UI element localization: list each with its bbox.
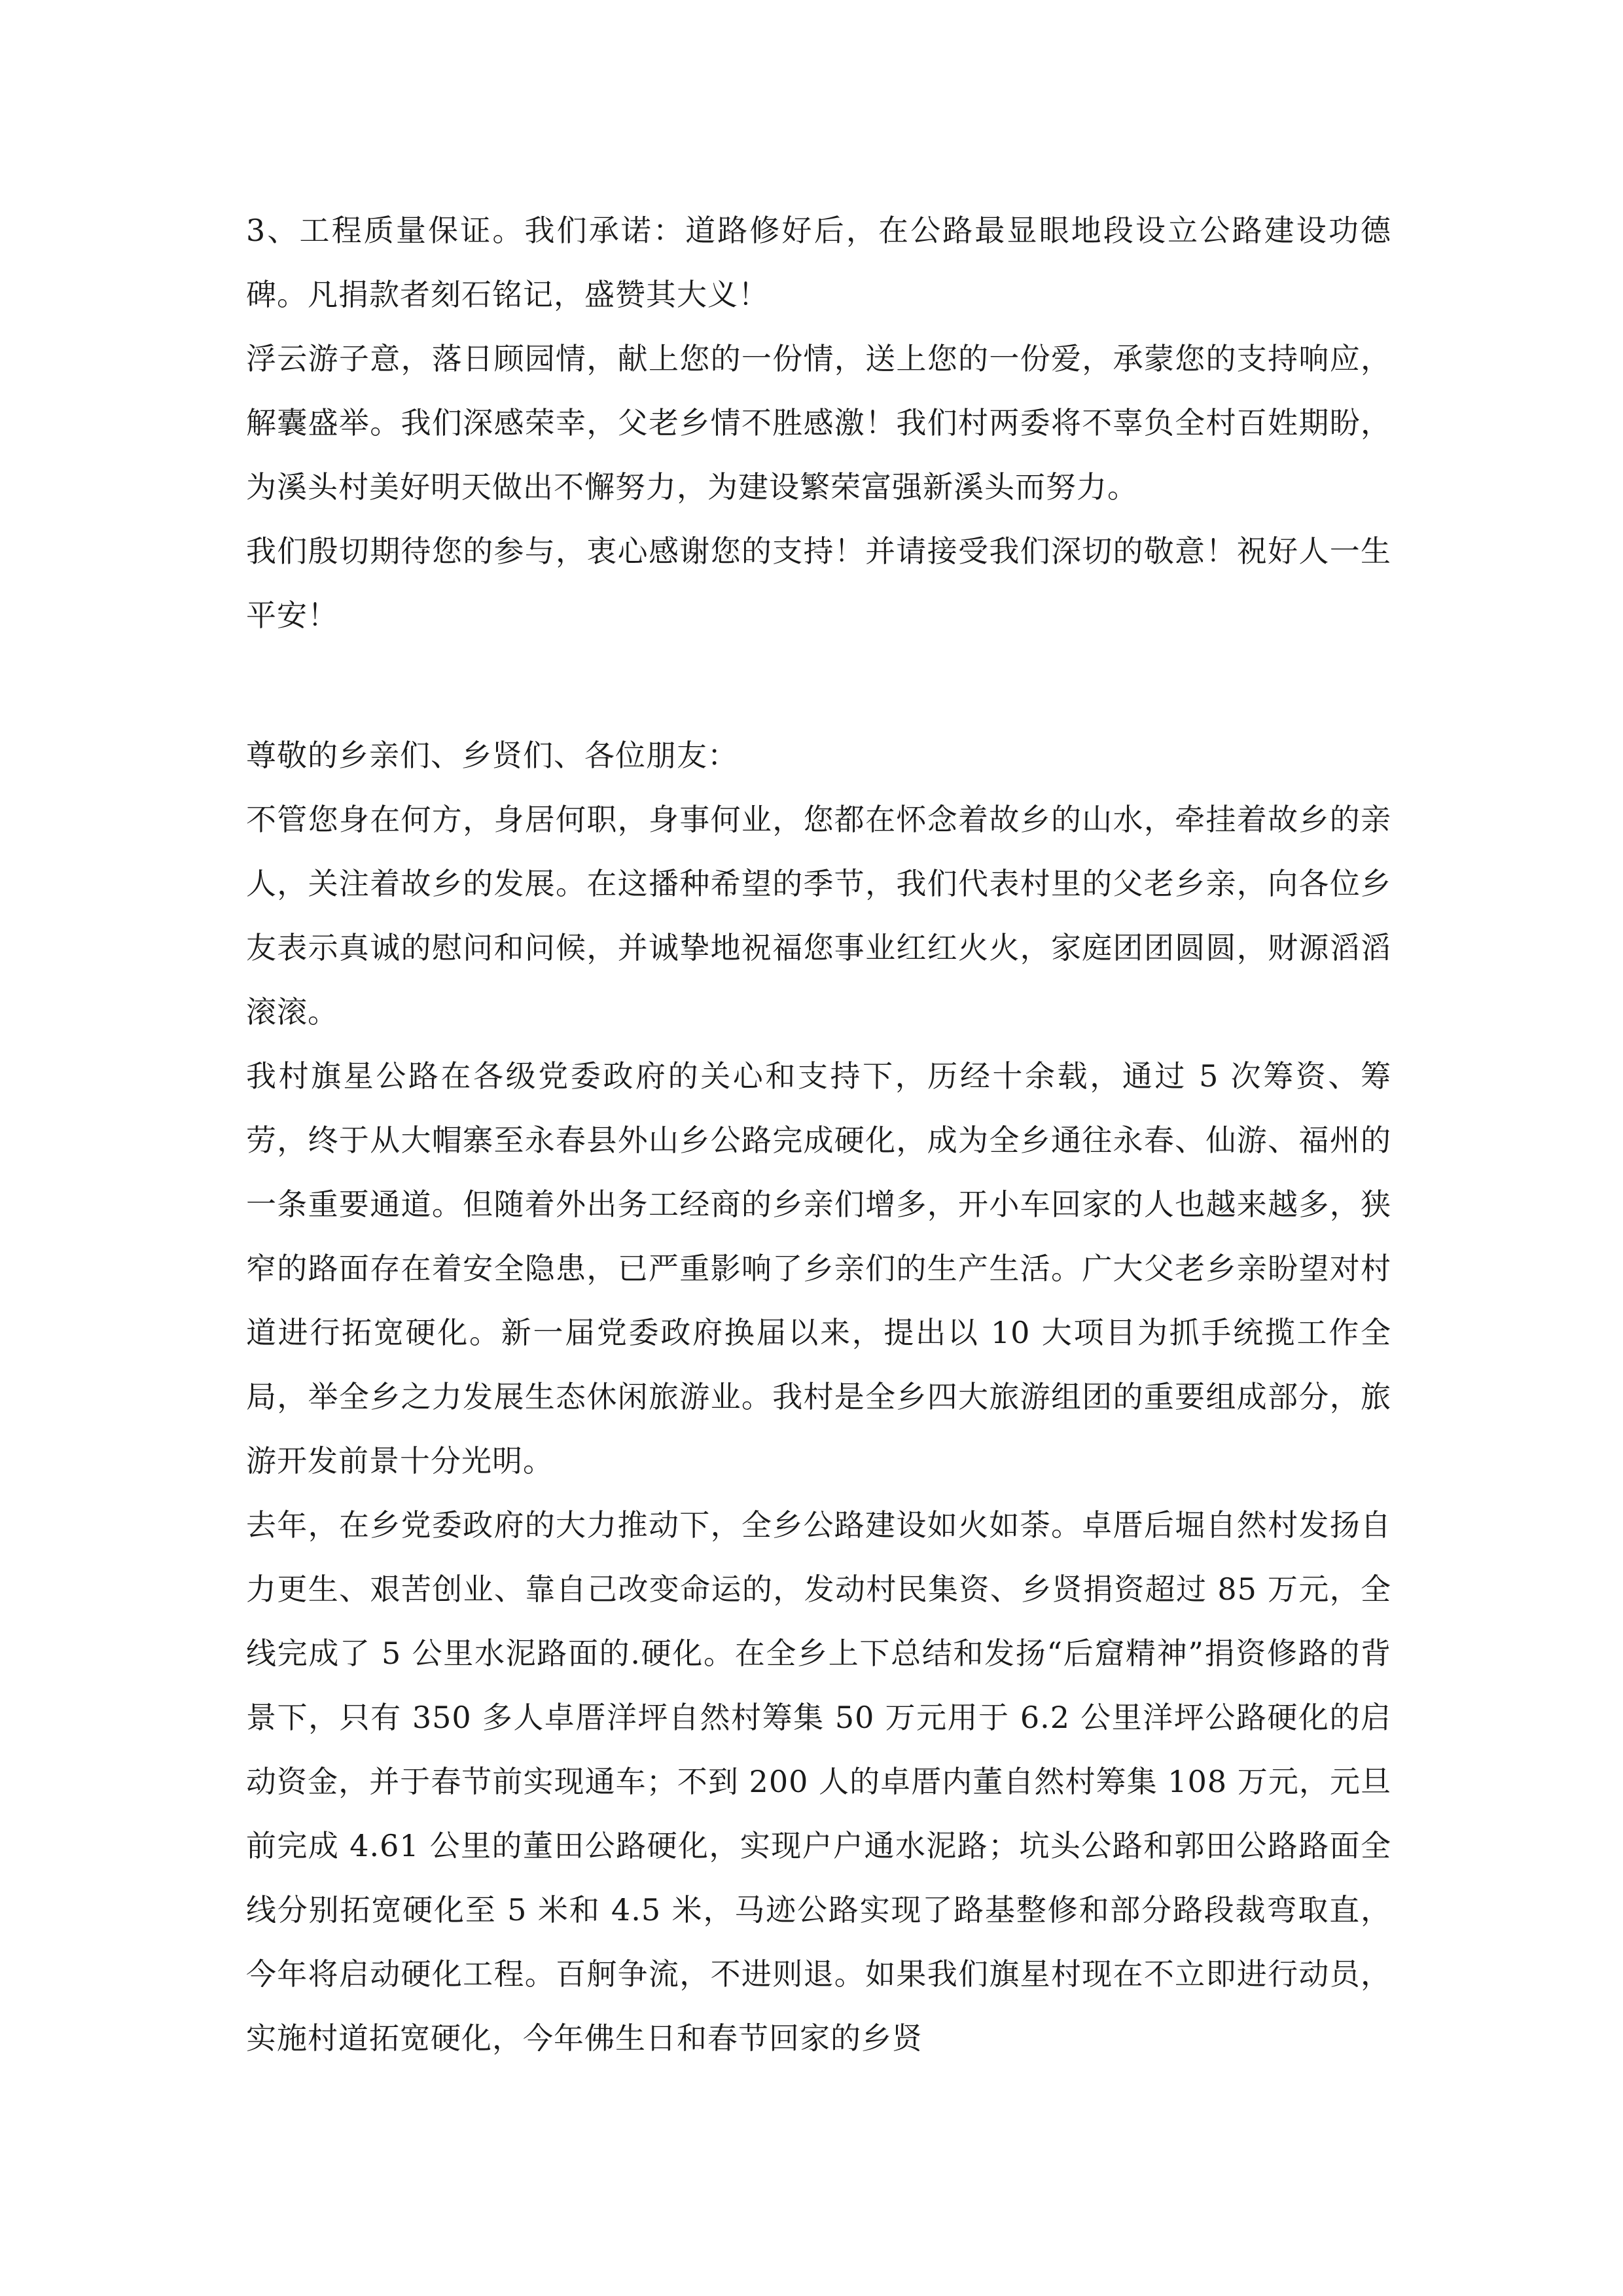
section-one [246, 198, 1391, 647]
paragraph-road-history: 我村旗星公路在各级党委政府的关心和支持下，历经十余载，通过 5 次筹资、筹劳，终于从大帽寨至永春县外山乡公路完成硬化，成为全乡通往永春、仙游、福州的一条重要通道。但随着外出务工经商的乡亲们增多，开小车回家的人也越来越多，狭窄的路面存在着安全隐患，已严重影响了乡亲们的生产生活。广大父老乡亲盼望对村道进行拓宽硬化。新一届党委政府换届以来，提出以 10 大项目为抓手统揽工作全局，举全乡之力发展生态休闲旅游业。我村是全乡四大旅游组团的重要组成部分，旅游开发前景十分光明。 [246, 1058, 1391, 1479]
section-two [246, 723, 1391, 2070]
paragraph-road-progress: 去年，在乡党委政府的大力推动下，全乡公路建设如火如荼。卓厝后堀自然村发扬自力更生、艰苦创业、靠自己改变命运的，发动村民集资、乡贤捐资超过 85 万元，全线完成了 5 公里水泥路面的.硬化。在全乡上下总结和发扬“后窟精神”捐资修路的背景下，只有 350 多人卓厝洋坪自然村筹集 50 万元用于 6.2 公里洋坪公路硬化的启动资金，并于春节前实现通车；不到 200 人的卓厝内董自然村筹集 108 万元，元旦前完成 4.61 公里的董田公路硬化，实现户户通水泥路；坑头公路和郭田公路路面全线分别拓宽硬化至 5 米和 4.5 米，马迹公路实现了路基整修和部分路段裁弯取直，今年将启动硬化工程。百舸争流，不进则退。如果我们旗星村现在不立即进行动员，实施村道拓宽硬化，今年佛生日和春节回家的乡贤 [246, 1507, 1391, 2056]
greeting-line: 尊敬的乡亲们、乡贤们、各位朋友： [246, 738, 738, 773]
paragraph-closing-wish: 我们殷切期待您的参与，衷心感谢您的支持！并请接受我们深切的敬意！祝好人一生平安！ [246, 533, 1391, 633]
paragraph-appreciation: 浮云游子意，落日顾园情，献上您的一份情，送上您的一份爱，承蒙您的支持响应，解囊盛举。我们深感荣幸，父老乡情不胜感激！我们村两委将不辜负全村百姓期盼，为溪头村美好明天做出不懈努力，为建设繁荣富强新溪头而努力。 [246, 341, 1391, 505]
paragraph-hometown: 不管您身在何方，身居何职，身事何业，您都在怀念着故乡的山水，牵挂着故乡的亲人，关注着故乡的发展。在这播种希望的季节，我们代表村里的父老乡亲，向各位乡友表示真诚的慰问和问候，并诚挚地祝福您事业红红火火，家庭团团圆圆，财源滔滔滚滚。 [246, 802, 1391, 1030]
paragraph-quality-guarantee: 3、工程质量保证。我们承诺：道路修好后，在公路最显眼地段设立公路建设功德碑。凡捐款者刻石铭记，盛赞其大义！ [246, 213, 1391, 312]
